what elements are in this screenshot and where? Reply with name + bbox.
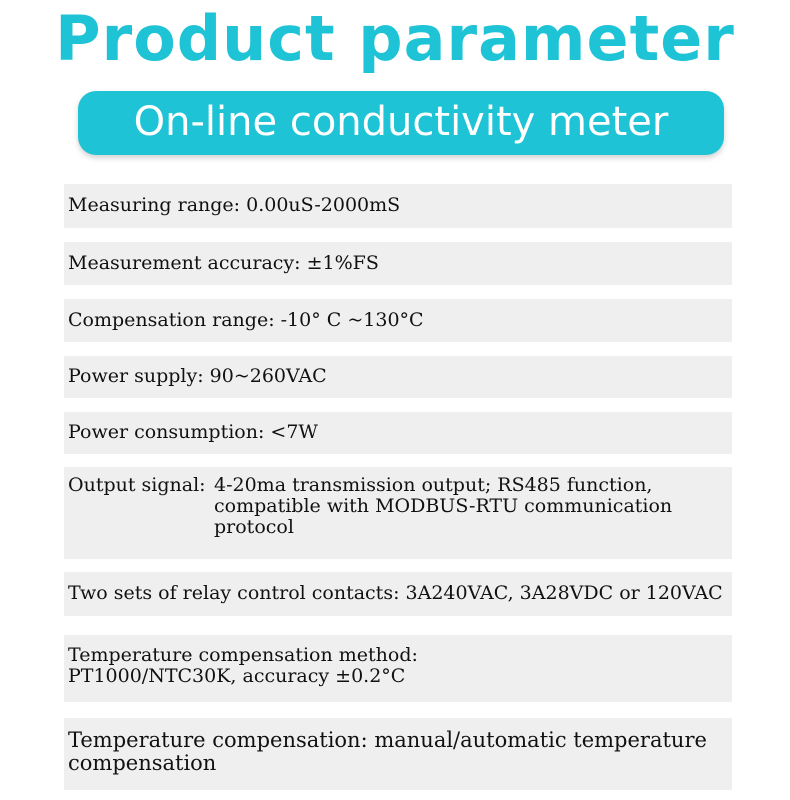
param-row-relay-contacts <box>64 572 732 616</box>
param-measuring-range: Measuring range: 0.00uS-2000mS <box>68 194 401 216</box>
param-relay-contacts: Two sets of relay control contacts: 3A240VAC, 3A28VDC or 120VAC <box>68 582 723 604</box>
param-compensation-range: Compensation range: -10° C ~130°C <box>68 309 424 331</box>
param-row-measurement-accuracy <box>64 242 732 285</box>
param-temp-comp-method: Temperature compensation method: PT1000/NTC30K, accuracy ±0.2°C <box>68 644 418 687</box>
param-output-signal-label: Output signal: <box>68 474 206 496</box>
param-output-signal-value: 4-20ma transmission output; RS485 function, compatible with MODBUS-RTU communication protocol <box>214 474 673 538</box>
param-row-output-signal <box>64 467 732 559</box>
subtitle-banner: On-line conductivity meter <box>78 91 724 155</box>
param-row-compensation-range <box>64 299 732 342</box>
param-row-power-consumption <box>64 412 732 454</box>
param-temp-compensation: Temperature compensation: manual/automatic temperature compensation <box>68 728 707 775</box>
param-power-consumption: Power consumption: <7W <box>68 421 318 443</box>
param-measurement-accuracy: Measurement accuracy: ±1%FS <box>68 252 379 274</box>
param-row-temp-compensation <box>64 718 732 790</box>
page-title: Product parameter <box>55 2 735 75</box>
param-power-supply: Power supply: 90~260VAC <box>68 365 327 387</box>
param-row-measuring-range <box>64 184 732 228</box>
param-row-power-supply <box>64 356 732 398</box>
param-row-temp-comp-method <box>64 635 732 702</box>
